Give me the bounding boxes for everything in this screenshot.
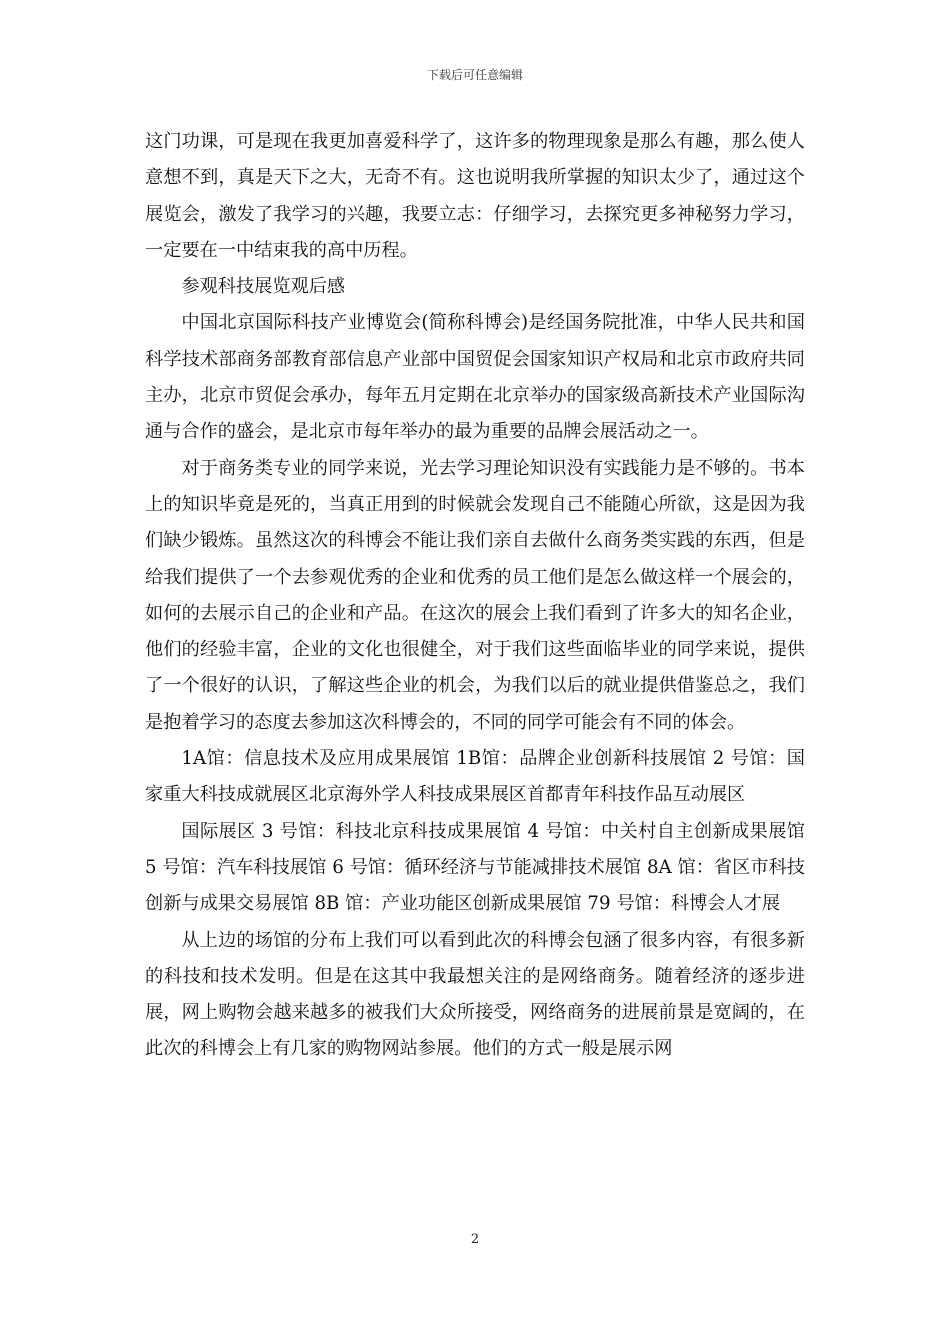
paragraph: 从上边的场馆的分布上我们可以看到此次的科博会包涵了很多内容，有很多新的科技和技术发明。但是在这其中我最想关注的是网络商务。随着经济的逐步进展，网上购物会越来越多的被我们大众所接受，网络商务的进展前景是宽阔的，在此次的科博会上有几家的购物网站参展。他们的方式一般是展示网 <box>145 929 805 1060</box>
paragraph: 这门功课，可是现在我更加喜爱科学了，这许多的物理现象是那么有趣，那么使人意想不到，真是天下之大，无奇不有。这也说明我所掌握的知识太少了，通过这个展览会，激发了我学习的兴趣，我要立志：仔细学习，去探究更多神秘努力学习，一定要在一中结束我的高中历程。 <box>145 131 805 261</box>
document-body <box>145 124 805 1068</box>
paragraph: 中国北京国际科技产业博览会(简称科博会)是经国务院批准，中华人民共和国科学技术部商务部教育部信息产业部中国贸促会国家知识产权局和北京市政府共同主办，北京市贸促会承办，每年五月定期在北京举办的国家级高新技术产业国际沟通与合作的盛会，是北京市每年举办的最为重要的品牌会展活动之一。 <box>145 312 805 443</box>
paragraph: 1A馆：信息技术及应用成果展馆 1B馆：品牌企业创新科技展馆 2 号馆：国家重大科技成就展区北京海外学人科技成果展区首都青年科技作品互动展区 <box>145 748 805 806</box>
section-title: 参观科技展览观后感 <box>181 276 346 298</box>
paragraph: 对于商务类专业的同学来说，光去学习理论知识没有实践能力是不够的。书本上的知识毕竟是死的，当真正用到的时候就会发现自己不能随心所欲，这是因为我们缺少锻炼。虽然这次的科博会不能让我们亲自去做什么商务类实践的东西，但是给我们提供了一个去参观优秀的企业和优秀的员工他们是怎么做这样一个展会的，如何的去展示自己的企业和产品。在这次的展会上我们看到了许多大的知名企业，他们的经验丰富，企业的文化也很健全，对于我们这些面临毕业的同学来说，提供了一个很好的认识，了解这些企业的机会，为我们以后的就业提供借鉴总之，我们是抱着学习的态度去参加这次科博会的，不同的同学可能会有不同的体会。 <box>145 457 805 733</box>
page-number: 2 <box>470 1232 480 1247</box>
page-header: 下载后可任意编辑 <box>426 68 523 82</box>
paragraph: 国际展区 3 号馆：科技北京科技成果展馆 4 号馆：中关村自主创新成果展馆 5 号馆：汽车科技展馆 6 号馆：循环经济与节能减排技术展馆 8A 馆：省区市科技创新与成果交易展馆 8B 馆：产业功能区创新成果展馆 79 号馆：科博会人才展 <box>145 820 805 915</box>
